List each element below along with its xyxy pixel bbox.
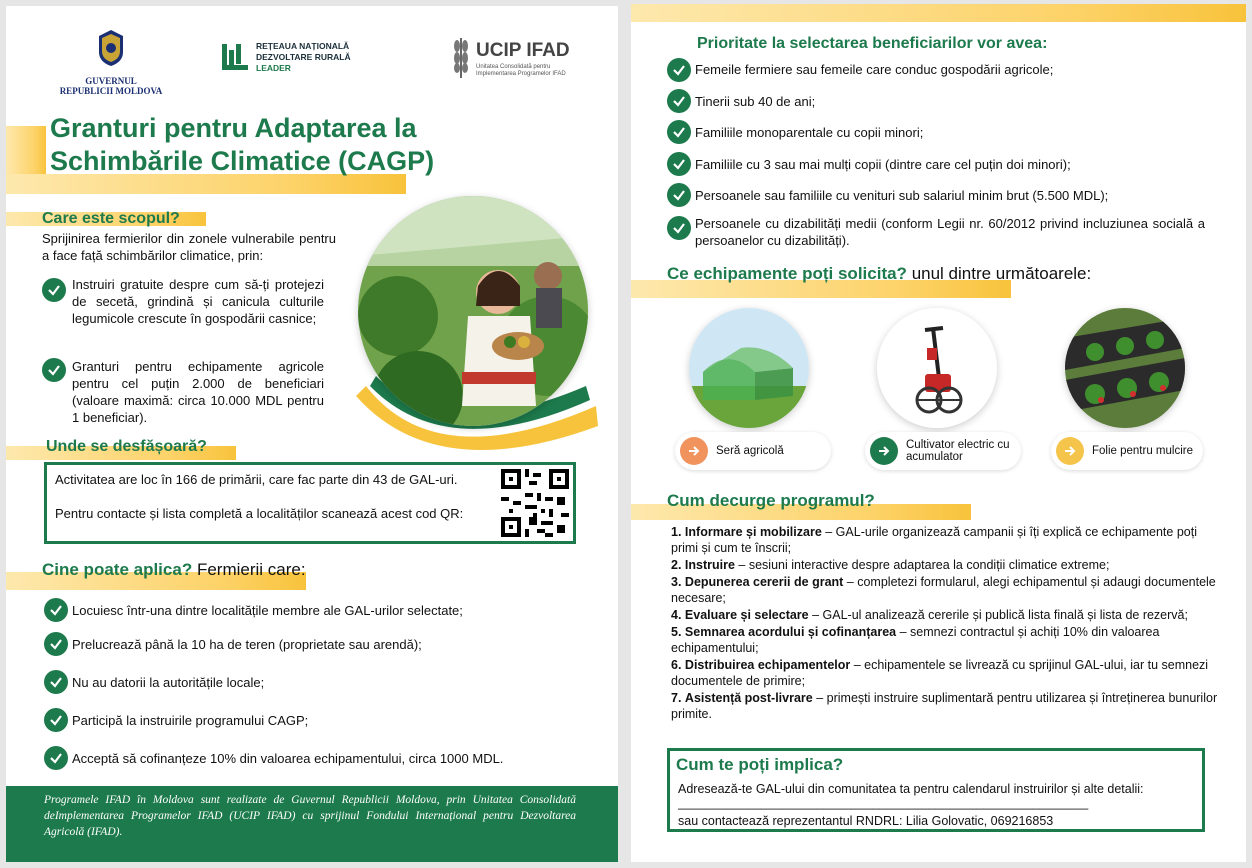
arrow-right-icon — [870, 437, 898, 465]
leaflet-page-1 — [6, 6, 618, 862]
rndr-logo-line3: LEADER — [256, 63, 291, 73]
equipment-option-mulch-film[interactable] — [1051, 432, 1203, 470]
check-icon — [42, 358, 66, 382]
rndr-leader-logo — [220, 40, 370, 76]
check-icon — [667, 58, 691, 82]
priority-heading: Prioritate la selectarea beneficiarilor vor avea: — [697, 35, 1048, 52]
gov-logo-line1: GUVERNUL — [85, 76, 137, 86]
who-item: Participă la instruirile programului CAGP; — [72, 713, 309, 728]
who-heading-bold: Cine poate aplica? — [42, 560, 193, 579]
arrow-right-icon — [1056, 437, 1084, 465]
equipment-heading — [667, 264, 1091, 284]
who-heading — [42, 560, 306, 580]
leader-mark-icon — [220, 42, 250, 72]
check-icon — [44, 746, 68, 770]
who-item: Locuiesc într-una dintre localitățile membre ale GAL-urilor selectate; — [72, 603, 463, 618]
farmer-photo — [358, 196, 588, 426]
who-item: Nu au datorii la autoritățile locale; — [72, 675, 265, 690]
priority-item: Familiile cu 3 sau mai mulți copii (dintre care cel puțin doi minori); — [695, 157, 1071, 172]
where-line-1: Activitatea are loc în 166 de primării, care fac parte din 43 de GAL-uri. — [55, 472, 458, 487]
involve-heading: Cum te poți implica? — [676, 755, 844, 774]
program-step: 5. Semnarea acordului și cofinanțarea – semnezi contractul și achiți 10% din valoarea echipamentului; — [671, 625, 1160, 655]
check-icon — [667, 120, 691, 144]
equipment-heading-plain: unul dintre următoarele: — [911, 264, 1092, 283]
involve-line-1: Adresează-te GAL-ului din comunitatea ta pentru calendarul instruirilor și alte detalii: — [678, 782, 1144, 796]
where-heading: Unde se desfășoară? — [46, 438, 207, 455]
program-step: 2. Instruire – sesiuni interactive despre adaptarea la condiții climatice extreme; — [671, 558, 1110, 572]
scope-item: Instruiri gratuite despre cum să-ți protejezi de secetă, grindină și canicula culturile legumicole crescute în gospodării casnice; — [72, 277, 324, 326]
check-icon — [667, 89, 691, 113]
program-step: 4. Evaluare și selectare – GAL-ul analizează cererile și publică lista finală și lista de rezervă; — [671, 608, 1188, 622]
check-icon — [44, 708, 68, 732]
priority-item: Tinerii sub 40 de ani; — [695, 94, 816, 109]
title-line-1: Granturi pentru Adaptarea la — [50, 113, 417, 143]
equipment-label: Seră agricolă — [716, 445, 784, 457]
priority-item: Persoanele cu dizabilități medii (conform Legii nr. 60/2012 privind incluziunea socială a persoanelor cu dizabilități). — [695, 216, 1205, 248]
equipment-label: Folie pentru mulcire — [1092, 445, 1193, 457]
qr-code-icon[interactable] — [501, 469, 569, 537]
check-icon — [44, 632, 68, 656]
title-line-2: Schimbările Climatice (CAGP) — [50, 146, 435, 176]
scope-heading: Care este scopul? — [42, 210, 180, 227]
priority-item: Femeile fermiere sau femeile care conduc gospodării agricole; — [695, 62, 1054, 77]
program-heading: Cum decurge programul? — [667, 491, 875, 510]
gov-logo-line2: REPUBLICII MOLDOVA — [59, 86, 163, 96]
mulch-film-photo — [1065, 308, 1185, 428]
arrow-right-icon — [680, 437, 708, 465]
footer-band — [6, 786, 618, 862]
program-step: 7. Asistență post-livrare – primești instruire suplimentară pentru utilizarea și întreținerea bunurilor primite. — [671, 691, 1218, 721]
check-icon — [44, 670, 68, 694]
footer-text: Programele IFAD în Moldova sunt realizate de Guvernul Republicii Moldova, prin Unitatea Consolidată deImplementarea Programelor IFAD (UCIP IFAD) cu sprijinul Fondului Internațional pentru Dezvoltarea Agricolă (IFAD). — [44, 794, 576, 838]
cultivator-photo — [877, 308, 997, 428]
ucip-ifad-logo — [450, 32, 590, 82]
involve-line-2: sau contactează reprezentantul RNDRL: Lilia Golovatic, 069216853 — [678, 814, 1054, 828]
check-icon — [667, 152, 691, 176]
page-title — [50, 112, 434, 178]
greenhouse-photo — [689, 308, 809, 428]
who-heading-plain: Fermierii care: — [196, 560, 306, 579]
ucip-logo-sub2: Implementarea Programelor IFAD — [476, 71, 566, 77]
scope-intro: Sprijinirea fermierilor din zonele vulnerabile pentru a face față schimbărilor climatice, prin: — [42, 231, 336, 263]
involve-box — [667, 748, 1205, 832]
coat-of-arms-icon — [96, 28, 126, 68]
rndr-logo-line1: REȚEAUA NAȚIONALĂ — [256, 41, 350, 51]
equipment-option-cultivator[interactable] — [865, 432, 1021, 470]
who-item: Acceptă să cofinanțeze 10% din valoarea echipamentului, circa 1000 MDL. — [72, 751, 504, 766]
ucip-logo-name: UCIP IFAD — [476, 40, 570, 61]
equipment-heading-bold: Ce echipamente poți solicita? — [667, 264, 907, 283]
top-accent-bar — [631, 4, 1246, 22]
priority-item: Persoanele sau familiile cu venituri sub salariul minim brut (5.500 MDL); — [695, 188, 1109, 203]
equipment-option-greenhouse[interactable] — [675, 432, 831, 470]
program-step: 3. Depunerea cererii de grant – completezi formularul, alegi echipamentul și adaugi documentele necesare; — [671, 575, 1216, 605]
where-box — [44, 462, 576, 544]
check-icon — [667, 216, 691, 240]
where-line-2: Pentru contacte și lista completă a localităților scanează acest cod QR: — [55, 506, 464, 521]
wheat-icon — [450, 34, 472, 80]
check-icon — [667, 183, 691, 207]
equipment-label: Cultivator electric cu acumulator — [906, 439, 1010, 463]
check-icon — [42, 278, 66, 302]
program-step: 1. Informare și mobilizare – GAL-urile organizează campanii și îți explică ce echipamente poți primi și cum te înscrii; — [671, 525, 1197, 555]
involve-fill-line[interactable]: ___________________________________________________________ — [678, 796, 1089, 810]
rndr-logo-line2: DEZVOLTARE RURALĂ — [256, 52, 351, 62]
who-item: Prelucrează până la 10 ha de teren (proprietate sau arendă); — [72, 637, 422, 652]
check-icon — [44, 598, 68, 622]
program-steps — [671, 524, 1219, 722]
scope-item: Granturi pentru echipamente agricole pentru cel puțin 2.000 de beneficiari (valoare maximă: circa 10.000 MDL pentru 1 beneficiar). — [72, 359, 324, 425]
leaflet-page-2 — [631, 4, 1246, 862]
ucip-logo-sub1: Unitatea Consolidată pentru — [476, 64, 551, 70]
priority-item: Familiile monoparentale cu copii minori; — [695, 125, 924, 140]
program-step: 6. Distribuirea echipamentelor – echipamentele se livrează cu sprijinul GAL-ului, iar tu semnezi documentele de primire; — [671, 658, 1209, 688]
